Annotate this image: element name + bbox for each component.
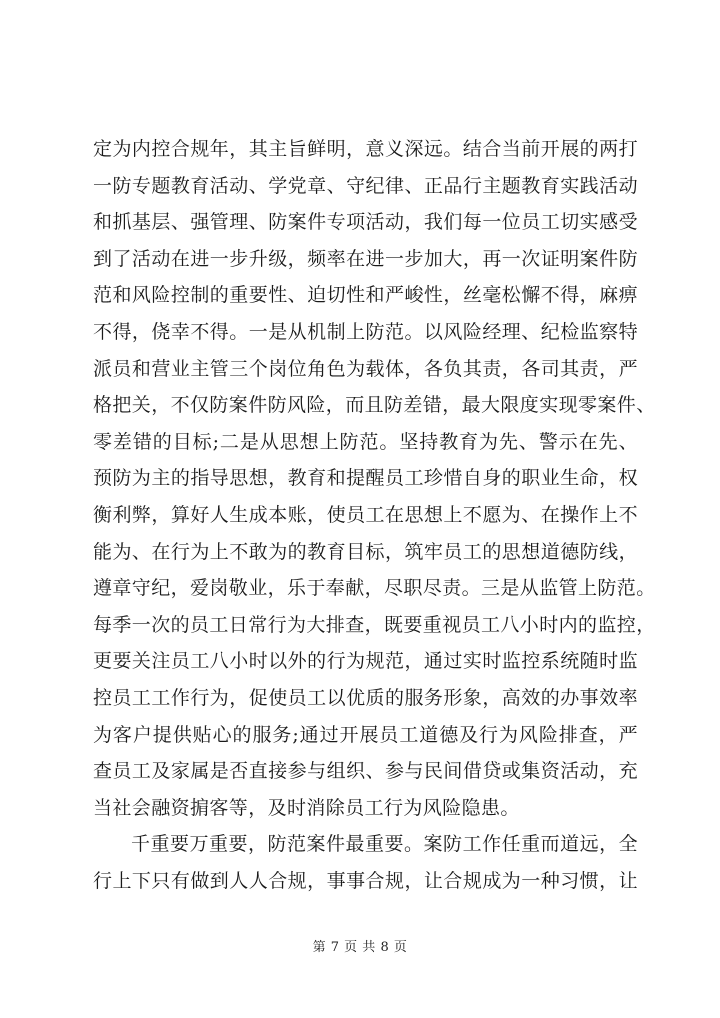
text-line: 控员工工作行为，促使员工以优质的服务形象，高效的办事效率 — [93, 686, 638, 709]
page-footer: 第 7 页 共 8 页 — [312, 940, 408, 955]
text-line: 遵章守纪，爱岗敬业，乐于奉献，尽职尽责。三是从监管上防范。 — [93, 577, 656, 600]
text-line: 为客户提供贴心的服务;通过开展员工道德及行为风险排查，严 — [93, 723, 638, 746]
text-line: 零差错的目标;二是从思想上防范。坚持教育为先、警示在先、 — [93, 430, 638, 453]
paragraph-end-line: 当社会融资掮客等，及时消除员工行为风险隐患。 — [93, 796, 520, 819]
text-line: 范和风险控制的重要性、迫切性和严峻性，丝毫松懈不得，麻痹 — [93, 284, 638, 307]
text-line: 派员和营业主管三个岗位角色为载体，各负其责，各司其责，严 — [93, 357, 638, 380]
text-line: 格把关，不仅防案件防风险，而且防差错，最大限度实现零案件、 — [93, 394, 656, 417]
body-text — [93, 131, 656, 899]
text-line: 和抓基层、强管理、防案件专项活动，我们每一位员工切实感受 — [93, 211, 638, 234]
text-line: 查员工及家属是否直接参与组织、参与民间借贷或集资活动，充 — [93, 760, 638, 783]
text-line: 到了活动在进一步升级，频率在进一步加大，再一次证明案件防 — [93, 247, 638, 270]
text-line: 能为、在行为上不敢为的教育目标，筑牢员工的思想道德防线， — [93, 540, 638, 563]
text-line: 一防专题教育活动、学党章、守纪律、正品行主题教育实践活动 — [93, 174, 638, 197]
text-line: 衡利弊，算好人生成本账，使员工在思想上不愿为、在操作上不 — [93, 503, 638, 526]
text-line: 预防为主的指导思想，教育和提醒员工珍惜自身的职业生命，权 — [93, 467, 638, 490]
text-line: 每季一次的员工日常行为大排查，既要重视员工八小时内的监控， — [93, 613, 656, 636]
text-line: 更要关注员工八小时以外的行为规范，通过实时监控系统随时监 — [93, 650, 638, 673]
text-line: 行上下只有做到人人合规，事事合规，让合规成为一种习惯，让 — [93, 869, 638, 892]
text-line: 不得，侥幸不得。一是从机制上防范。以风险经理、纪检监察特 — [93, 320, 638, 343]
paragraph-start-line: 千重要万重要，防范案件最重要。案防工作任重而道远，全 — [131, 833, 638, 856]
text-line: 定为内控合规年，其主旨鲜明，意义深远。结合当前开展的两打 — [93, 138, 638, 160]
